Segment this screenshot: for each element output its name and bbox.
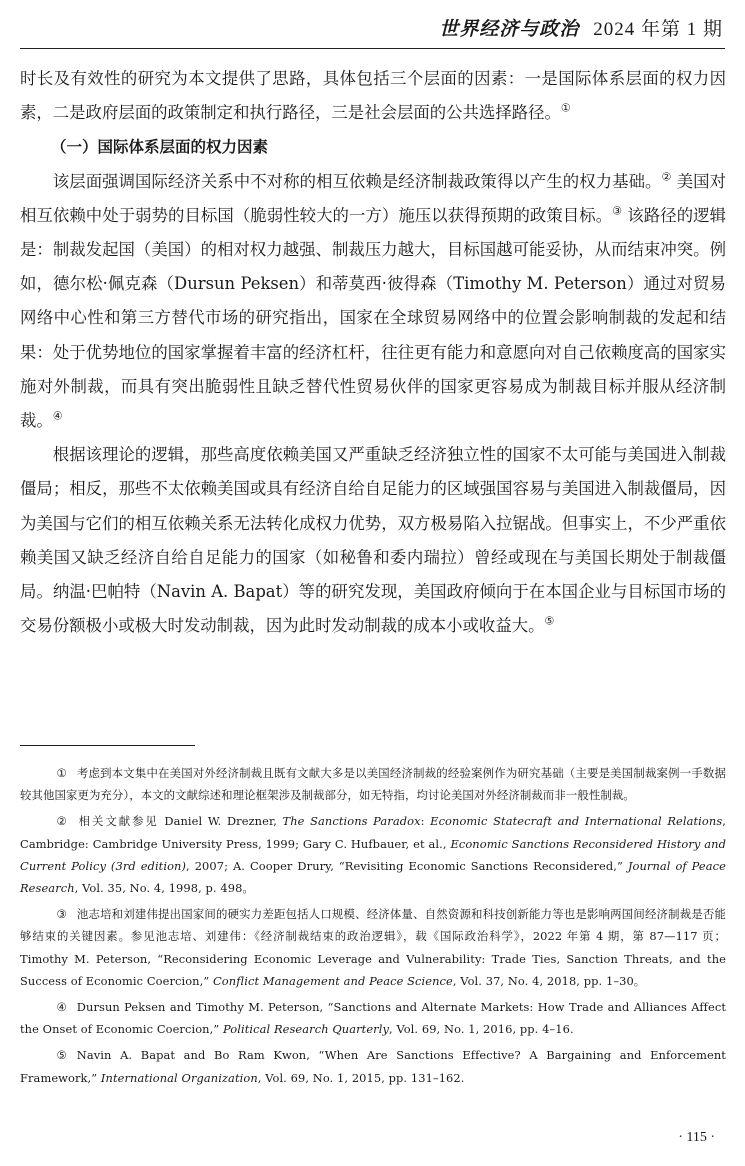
footnote-title: The Sanctions Paradox bbox=[282, 814, 421, 829]
footnote-title: Conflict Management and Peace Science bbox=[212, 973, 453, 988]
footnotes bbox=[20, 762, 726, 1093]
footnote-rule bbox=[20, 745, 195, 746]
running-header bbox=[439, 14, 723, 44]
footnote-text: , Vol. 35, No. 4, 1998, p. 498。 bbox=[74, 881, 254, 896]
footnote-text: , Cambridge: Cambridge University Press, 1999; Gary C. Hufbauer, et al., bbox=[20, 814, 727, 851]
footnote-text: , Vol. 37, No. 4, 2018, pp. 1–30。 bbox=[452, 973, 646, 988]
section-heading: （一）国际体系层面的权力因素 bbox=[51, 138, 269, 157]
footnote-ref-2[interactable]: ② bbox=[661, 170, 672, 184]
footnote-title: International Organization bbox=[100, 1070, 258, 1085]
footnote-ref-4[interactable]: ④ bbox=[52, 409, 63, 423]
footnote-text: , Vol. 69, No. 1, 2016, pp. 4–16. bbox=[389, 1022, 574, 1037]
footnote-text: Navin A. Bapat and Bo Ram Kwon, “When Are Sanctions Effective? A Bargaining and Enforcement Framework,” bbox=[20, 1048, 726, 1085]
footnote-mark: ⑤ bbox=[56, 1048, 67, 1063]
footnote-ref-1[interactable]: ① bbox=[560, 101, 571, 115]
footnote-5 bbox=[20, 1044, 726, 1088]
footnote-1 bbox=[20, 762, 726, 806]
issue-label: 2024 年第 1 期 bbox=[593, 19, 723, 40]
footnote-text: 池志培和刘建伟提出国家间的硬实力差距包括人口规模、经济体量、自然资源和科技创新能力等也是影响两国间经济制裁是否能够结束的关键因素。参见池志培、刘建伟：《经济制裁结束的政治逻辑》，载《国际政治科学》，2022 年第 4 期，第 87—117 页；Timothy M. Peterson, “Reconsidering Economic Leverage and Vulnerability: Trade Ties, Sanction Threats, and the Success of Economic Coercion,” bbox=[20, 907, 726, 988]
footnote-title: Economic Sanctions Reconsidered History and Current Policy (3rd edition) bbox=[20, 836, 726, 873]
footnote-text: 相关文献参见 Daniel W. Drezner, bbox=[76, 814, 283, 829]
header-rule bbox=[20, 48, 725, 49]
footnote-text: Dursun Peksen and Timothy M. Peterson, “Sanctions and Alternate Markets: How Trade and Alliances Affect the Onset of Economic Coercion,” bbox=[20, 1000, 726, 1037]
paragraph-power-factors: 该层面强调国际经济关系中不对称的相互依赖是经济制裁政策得以产生的权力基础。② 美国对相互依赖中处于弱势的目标国（脆弱性较大的一方）施压以获得预期的政策目标。③ 该路径的逻辑是：制裁发起国（美国）的相对权力越强、制裁压力越大，目标国越可能妥协，从而结束冲突。例如，德尔松·佩克森（Dursun Peksen）和蒂莫西·彼得森（Timothy M. Peterson）通过对贸易网络中心性和第三方替代市场的研究指出，国家在全球贸易网络中的位置会影响制裁的发起和结果：处于优势地位的国家掌握着丰富的经济杠杆，往往更有能力和意愿向对自己依赖度高的国家实施对外制裁，而具有突出脆弱性且缺乏替代性贸易伙伴的国家更容易成为制裁目标并服从经济制裁。④ bbox=[20, 170, 727, 431]
footnote-mark: ③ bbox=[56, 907, 67, 922]
paragraph-theory-logic: 根据该理论的逻辑，那些高度依赖美国又严重缺乏经济独立性的国家不太可能与美国进入制裁僵局；相反，那些不太依赖美国或具有经济自给自足能力的区域强国容易与美国进入制裁僵局，因为美国与它们的相互依赖关系无法转化成权力优势，双方极易陷入拉锯战。但事实上，不少严重依赖美国又缺乏经济自给自足能力的国家（如秘鲁和委内瑞拉）曾经或现在与美国长期处于制裁僵局。纳温·巴帕特（Navin A. Bapat）等的研究发现，美国政府倾向于在本国企业与目标国市场的交易份额极小或极大时发动制裁，因为此时发动制裁的成本小或收益大。⑤ bbox=[20, 445, 726, 636]
footnote-ref-5[interactable]: ⑤ bbox=[544, 614, 555, 628]
footnote-ref-3[interactable]: ③ bbox=[612, 204, 623, 218]
journal-logo: 世界经济与政治 bbox=[439, 18, 580, 40]
page-number: · 115 · bbox=[678, 1130, 715, 1145]
footnote-title: Economic Statecraft and International Relations bbox=[430, 814, 723, 829]
footnote-title: Political Research Quarterly bbox=[222, 1022, 389, 1037]
footnote-3 bbox=[20, 903, 726, 992]
footnote-2 bbox=[20, 810, 726, 899]
body-text bbox=[20, 62, 726, 643]
footnote-mark: ② bbox=[56, 814, 67, 829]
footnote-text: : bbox=[420, 814, 431, 829]
paragraph-continuation: 时长及有效性的研究为本文提供了思路，具体包括三个层面的因素：一是国际体系层面的权力因素，二是政府层面的政策制定和执行路径，三是社会层面的公共选择路径。① bbox=[20, 69, 726, 123]
footnote-text: , 2007; A. Cooper Drury, “Revisiting Economic Sanctions Reconsidered,” bbox=[186, 858, 628, 873]
footnote-title: Journal of Peace Research bbox=[20, 858, 726, 896]
footnote-mark: ④ bbox=[56, 1000, 67, 1015]
footnote-text: , Vol. 69, No. 1, 2015, pp. 131–162. bbox=[257, 1070, 465, 1085]
footnote-text: 考虑到本文集中在美国对外经济制裁且既有文献大多是以美国经济制裁的经验案例作为研究基础（主要是美国制裁案例一手数据较其他国家更为充分），本文的文献综述和理论框架涉及制裁部分，如无特指，均讨论美国对外经济制裁而非一般性制裁。 bbox=[20, 766, 726, 803]
footnote-4 bbox=[20, 996, 726, 1040]
footnote-mark: ① bbox=[56, 766, 67, 780]
